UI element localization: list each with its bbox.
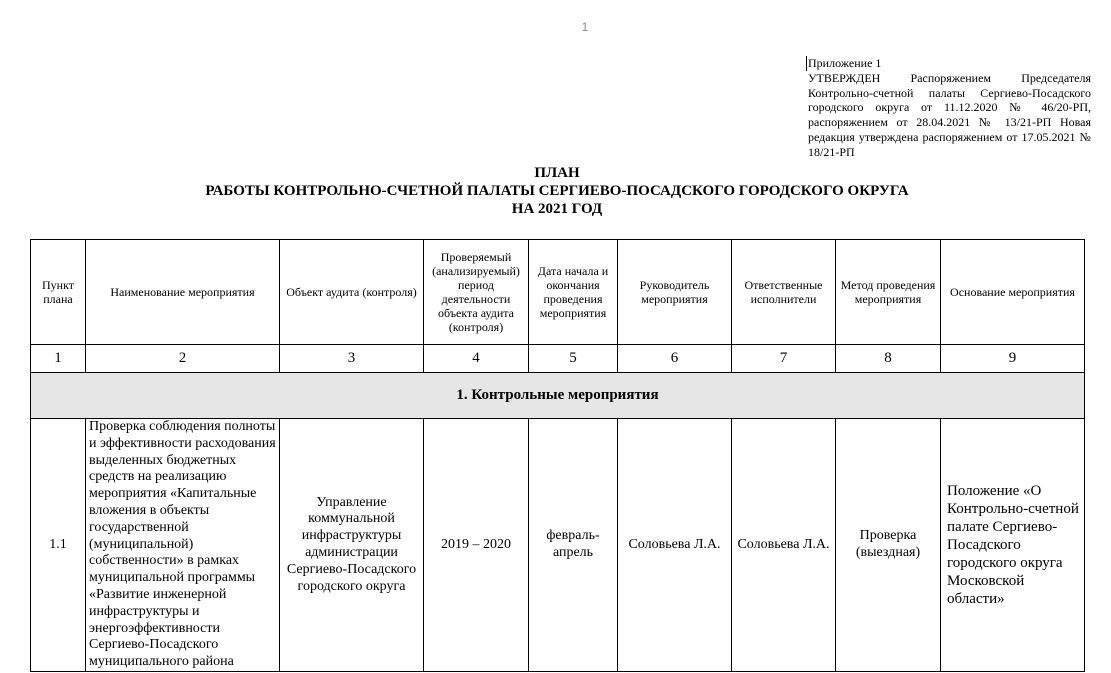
header-leader[interactable]: Руководитель мероприятия <box>618 240 732 345</box>
title-line-3[interactable]: НА 2021 ГОД <box>511 201 603 217</box>
cell-leader[interactable]: Соловьева Л.А. <box>618 419 732 672</box>
column-number[interactable]: 1 <box>31 345 86 373</box>
cell-executors[interactable]: Соловьева Л.А. <box>732 419 836 672</box>
plan-table <box>30 239 1085 672</box>
column-number[interactable]: 5 <box>529 345 618 373</box>
section-row <box>31 373 1085 419</box>
cell-period[interactable]: 2019 – 2020 <box>424 419 529 672</box>
cell-basis[interactable]: Положение «О Контрольно-счетной палате Сергиево-Посадского городского округа Московской области» <box>941 419 1085 672</box>
approval-block <box>808 56 1091 160</box>
header-dates[interactable]: Дата начала и окончания проведения мероприятия <box>529 240 618 345</box>
title-line-2[interactable]: РАБОТЫ КОНТРОЛЬНО-СЧЕТНОЙ ПАЛАТЫ СЕРГИЕВО-ПОСАДСКОГО ГОРОДСКОГО ОКРУГА <box>205 183 909 199</box>
header-name[interactable]: Наименование мероприятия <box>86 240 280 345</box>
table-row <box>31 419 1085 672</box>
header-method[interactable]: Метод проведения мероприятия <box>836 240 941 345</box>
cell-item[interactable]: 1.1 <box>31 419 86 672</box>
header-basis[interactable]: Основание мероприятия <box>941 240 1085 345</box>
header-object[interactable]: Объект аудита (контроля) <box>280 240 424 345</box>
cell-method[interactable]: Проверка (выездная) <box>836 419 941 672</box>
cell-name[interactable]: Проверка соблюдения полноты и эффективности расходования выделенных бюджетных средств на реализацию мероприятия «Капитальные вложения в объекты государственной (муниципальной) собственности» в рамках муниципальной программы «Развитие инженерной инфраструктуры и энергоэффективности Сергиево-Посадского муниципального района <box>86 419 280 672</box>
page-number: 1 <box>581 20 589 34</box>
approval-text[interactable]: УТВЕРЖДЕН Распоряжением Председателя Контрольно-счетной палаты Сергиево-Посадского городского округа от 11.12.2020 № 46/20-РП, распоряжением от 28.04.2021 № 13/21-РП Новая редакция утверждена распоряжением от 17.05.2021 № 18/21-РП <box>808 70 1091 159</box>
column-number-row <box>31 345 1085 373</box>
column-number[interactable]: 2 <box>86 345 280 373</box>
cell-object[interactable]: Управление коммунальной инфраструктуры администрации Сергиево-Посадского городского округа <box>280 419 424 672</box>
section-title[interactable]: 1. Контрольные мероприятия <box>31 373 1085 419</box>
header-item[interactable]: Пункт плана <box>31 240 86 345</box>
title-line-1[interactable]: ПЛАН <box>534 165 580 181</box>
appendix-label[interactable]: Приложение 1 <box>806 56 1091 71</box>
column-number[interactable]: 8 <box>836 345 941 373</box>
column-number[interactable]: 9 <box>941 345 1085 373</box>
column-number[interactable]: 3 <box>280 345 424 373</box>
column-number[interactable]: 4 <box>424 345 529 373</box>
document-title <box>30 164 1084 218</box>
cell-dates[interactable]: февраль-апрель <box>529 419 618 672</box>
header-period[interactable]: Проверяемый (анализируемый) период деятельности объекта аудита (контроля) <box>424 240 529 345</box>
header-executors[interactable]: Ответственные исполнители <box>732 240 836 345</box>
header-row <box>31 240 1085 345</box>
column-number[interactable]: 7 <box>732 345 836 373</box>
column-number[interactable]: 6 <box>618 345 732 373</box>
